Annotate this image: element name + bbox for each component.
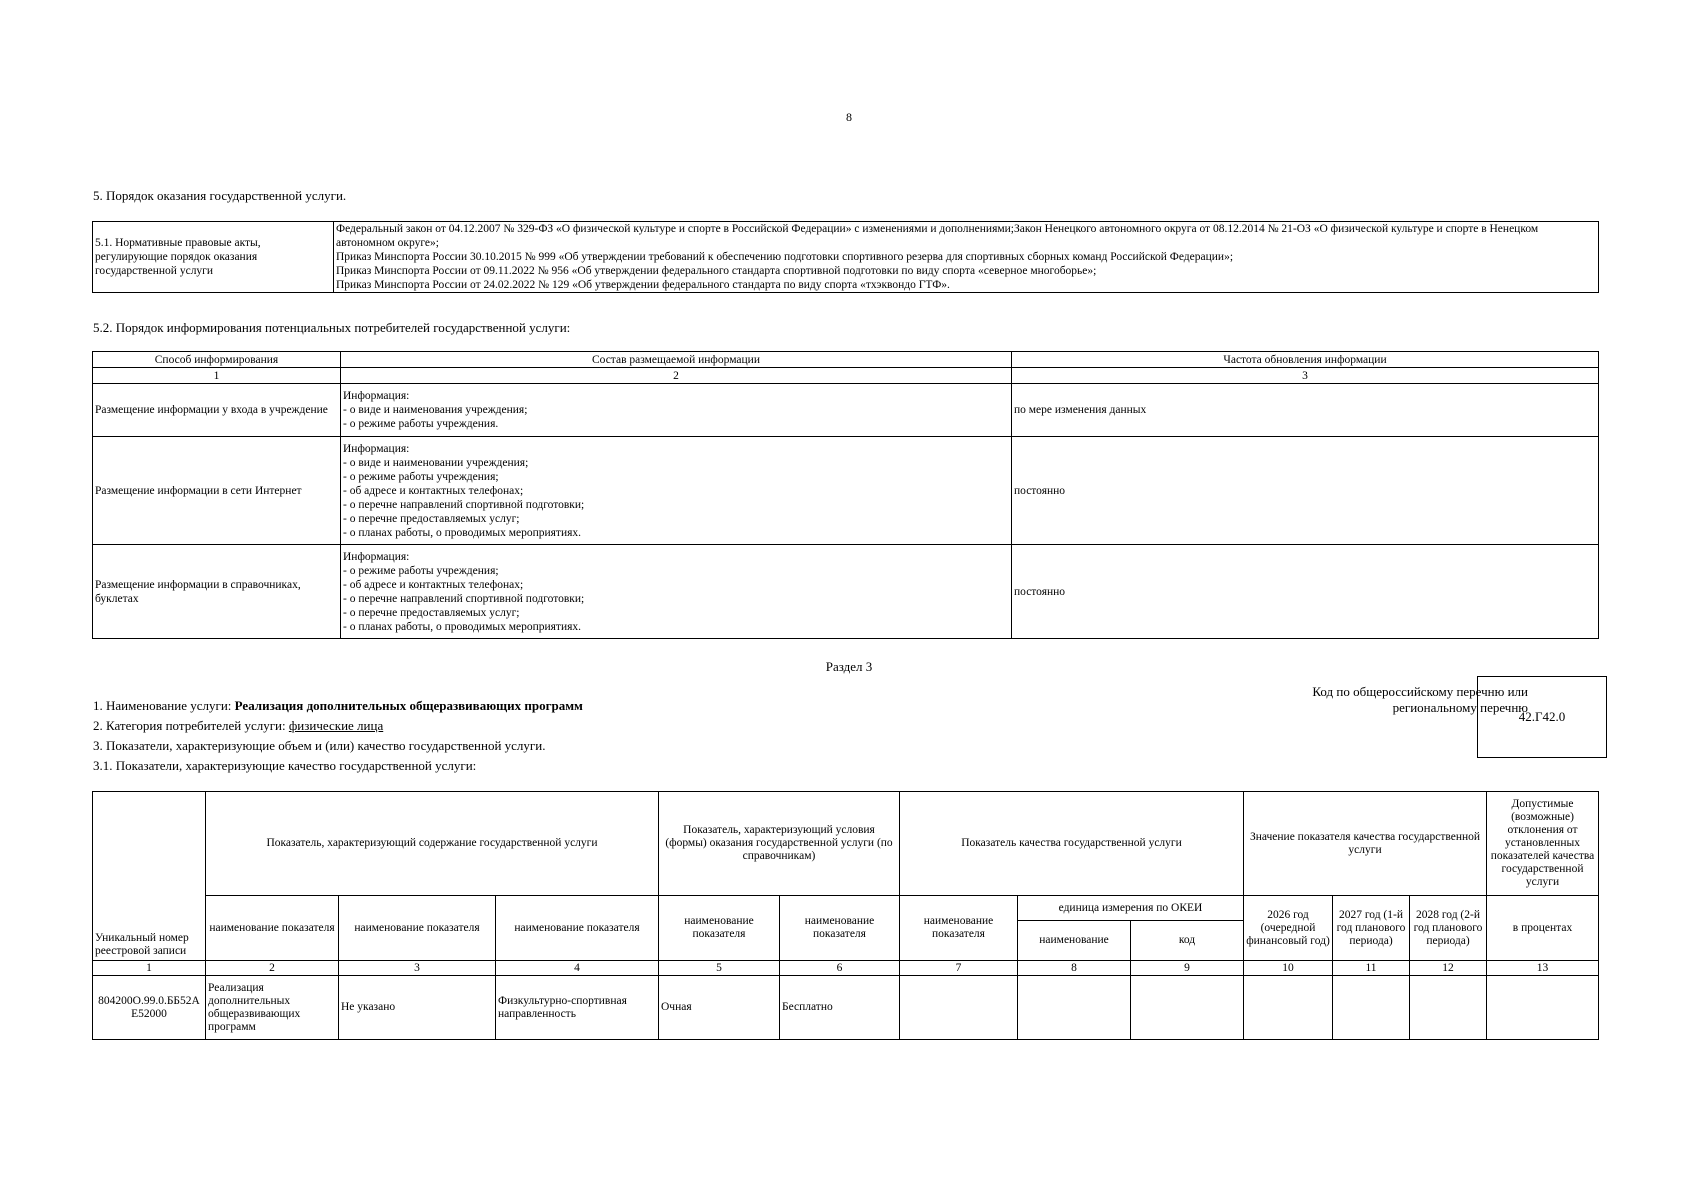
header-indicator-name: наименование показателя xyxy=(339,896,496,961)
empty-cell xyxy=(900,976,1018,1040)
inform-content: Информация: - о виде и наименовании учреждения; - о режиме работы учреждения; - об адресе и контактных телефонах; - о перечне направлений спортивной подготовки; - о перечне предоставляемых услуг; - о планах работы, о проводимых мероприятиях. xyxy=(341,437,1012,545)
category-line xyxy=(93,718,383,734)
column-number: 9 xyxy=(1131,961,1244,976)
service-name-label: 1. Наименование услуги: xyxy=(93,698,235,713)
inform-header-content: Состав размещаемой информации xyxy=(341,352,1012,368)
column-number: 12 xyxy=(1410,961,1487,976)
header-quality-value: Значение показателя качества государственной услуги xyxy=(1244,792,1487,896)
legal-act: Федеральный закон от 04.12.2007 № 329-ФЗ «О физической культуре и спорте в Российской Федерации» с изменениями и дополнениями;Закон Ненецкого автономного округа от 08.12.2014 № 21-ОЗ «О физической культуре и спорте в Ненецком автономном округе»; xyxy=(336,223,1539,249)
inform-frequency: по мере изменения данных xyxy=(1012,384,1599,437)
header-year-2028: 2028 год (2-й год планового периода) xyxy=(1410,896,1487,961)
content-indicator-value: Не указано xyxy=(339,976,496,1040)
column-number: 1 xyxy=(93,961,206,976)
inform-heading: 5.2. Порядок информирования потенциальных потребителей государственной услуги: xyxy=(93,320,571,335)
category-value: физические лица xyxy=(288,718,384,733)
column-number: 3 xyxy=(1012,368,1599,384)
unique-number: 804200О.99.0.ББ52АЕ52000 xyxy=(93,976,206,1040)
inform-header-method: Способ информирования xyxy=(93,352,341,368)
section-5-heading: 5. Порядок оказания государственной услуги. xyxy=(93,188,347,203)
header-unique-number: Уникальный номер реестровой записи xyxy=(93,792,206,961)
column-number: 2 xyxy=(206,961,339,976)
column-number: 7 xyxy=(900,961,1018,976)
empty-cell xyxy=(1333,976,1410,1040)
column-number: 4 xyxy=(496,961,659,976)
empty-cell xyxy=(1410,976,1487,1040)
condition-value: Бесплатно xyxy=(780,976,900,1040)
header-unit: единица измерения по ОКЕИ xyxy=(1018,896,1244,921)
inform-method: Размещение информации в справочниках, буклетах xyxy=(93,545,341,639)
category-label: 2. Категория потребителей услуги: xyxy=(93,718,289,733)
inform-table xyxy=(92,351,1599,639)
column-number: 10 xyxy=(1244,961,1333,976)
code-box xyxy=(1477,676,1607,758)
quality-heading: 3.1. Показатели, характеризующие качество государственной услуги: xyxy=(93,758,477,773)
empty-cell xyxy=(1487,976,1599,1040)
header-quality-indicator: Показатель качества государственной услуги xyxy=(900,792,1244,896)
legal-act: Приказ Минспорта России 30.10.2015 № 999 «Об утверждении требований к обеспечению подготовки спортивного резерва для спортивных сборных команд Российской Федерации»; xyxy=(336,251,1234,263)
column-number: 5 xyxy=(659,961,780,976)
inform-content: Информация: - о режиме работы учреждения; - об адресе и контактных телефонах; - о перечне направлений спортивной подготовки; - о перечне предоставляемых услуг; - о планах работы, о проводимых мероприятиях. xyxy=(341,545,1012,639)
header-indicator-name: наименование показателя xyxy=(206,896,339,961)
legal-act: Приказ Минспорта России от 09.11.2022 № 956 «Об утверждении федерального стандарта спортивной подготовки по виду спорта «северное многоборье»; xyxy=(336,265,1097,277)
legal-acts-list xyxy=(334,222,1599,293)
header-content-indicator: Показатель, характеризующий содержание государственной услуги xyxy=(206,792,659,896)
legal-acts-label: 5.1. Нормативные правовые акты, регулирующие порядок оказания государственной услуги xyxy=(93,222,334,293)
column-number: 1 xyxy=(93,368,341,384)
inform-method: Размещение информации у входа в учреждение xyxy=(93,384,341,437)
content-indicator-value: Реализация дополнительных общеразвивающих программ xyxy=(206,976,339,1040)
content-indicator-value: Физкультурно-спортивная направленность xyxy=(496,976,659,1040)
legal-acts-table xyxy=(92,221,1599,293)
inform-frequency: постоянно xyxy=(1012,545,1599,639)
service-name: Реализация дополнительных общеразвивающих программ xyxy=(234,698,583,713)
column-number: 3 xyxy=(339,961,496,976)
service-name-line xyxy=(93,698,583,714)
empty-cell xyxy=(1018,976,1131,1040)
inform-content: Информация: - о виде и наименования учреждения; - о режиме работы учреждения. xyxy=(341,384,1012,437)
header-indicator-name: наименование показателя xyxy=(780,896,900,961)
header-unit-code: код xyxy=(1131,921,1244,961)
code-value: 42.Г42.0 xyxy=(1518,709,1566,724)
indicators-heading: 3. Показатели, характеризующие объем и (или) качество государственной услуги. xyxy=(93,738,546,753)
header-deviation: Допустимые (возможные) отклонения от установленных показателей качества государственной услуги xyxy=(1487,792,1599,896)
page-number: 8 xyxy=(846,110,852,124)
section-title: Раздел 3 xyxy=(825,659,873,674)
header-indicator-name: наименование показателя xyxy=(496,896,659,961)
column-number: 8 xyxy=(1018,961,1131,976)
empty-cell xyxy=(1131,976,1244,1040)
inform-method: Размещение информации в сети Интернет xyxy=(93,437,341,545)
empty-cell xyxy=(1244,976,1333,1040)
column-number: 11 xyxy=(1333,961,1410,976)
column-number: 13 xyxy=(1487,961,1599,976)
inform-frequency: постоянно xyxy=(1012,437,1599,545)
quality-table xyxy=(92,791,1599,1040)
header-unit-name: наименование xyxy=(1018,921,1131,961)
inform-header-frequency: Частота обновления информации xyxy=(1012,352,1599,368)
header-indicator-name: наименование показателя xyxy=(900,896,1018,961)
legal-act: Приказ Минспорта России от 24.02.2022 № 129 «Об утверждении федерального стандарта по виду спорта «тхэквондо ГТФ». xyxy=(336,279,950,291)
code-label: Код по общероссийскому перечню или региональному перечню xyxy=(1312,684,1528,715)
header-percent: в процентах xyxy=(1487,896,1599,961)
column-number: 2 xyxy=(341,368,1012,384)
header-year-2027: 2027 год (1-й год планового периода) xyxy=(1333,896,1410,961)
header-indicator-name: наименование показателя xyxy=(659,896,780,961)
condition-value: Очная xyxy=(659,976,780,1040)
column-number: 6 xyxy=(780,961,900,976)
header-conditions-indicator: Показатель, характеризующий условия (формы) оказания государственной услуги (по справочникам) xyxy=(659,792,900,896)
header-year-2026: 2026 год (очередной финансовый год) xyxy=(1244,896,1333,961)
